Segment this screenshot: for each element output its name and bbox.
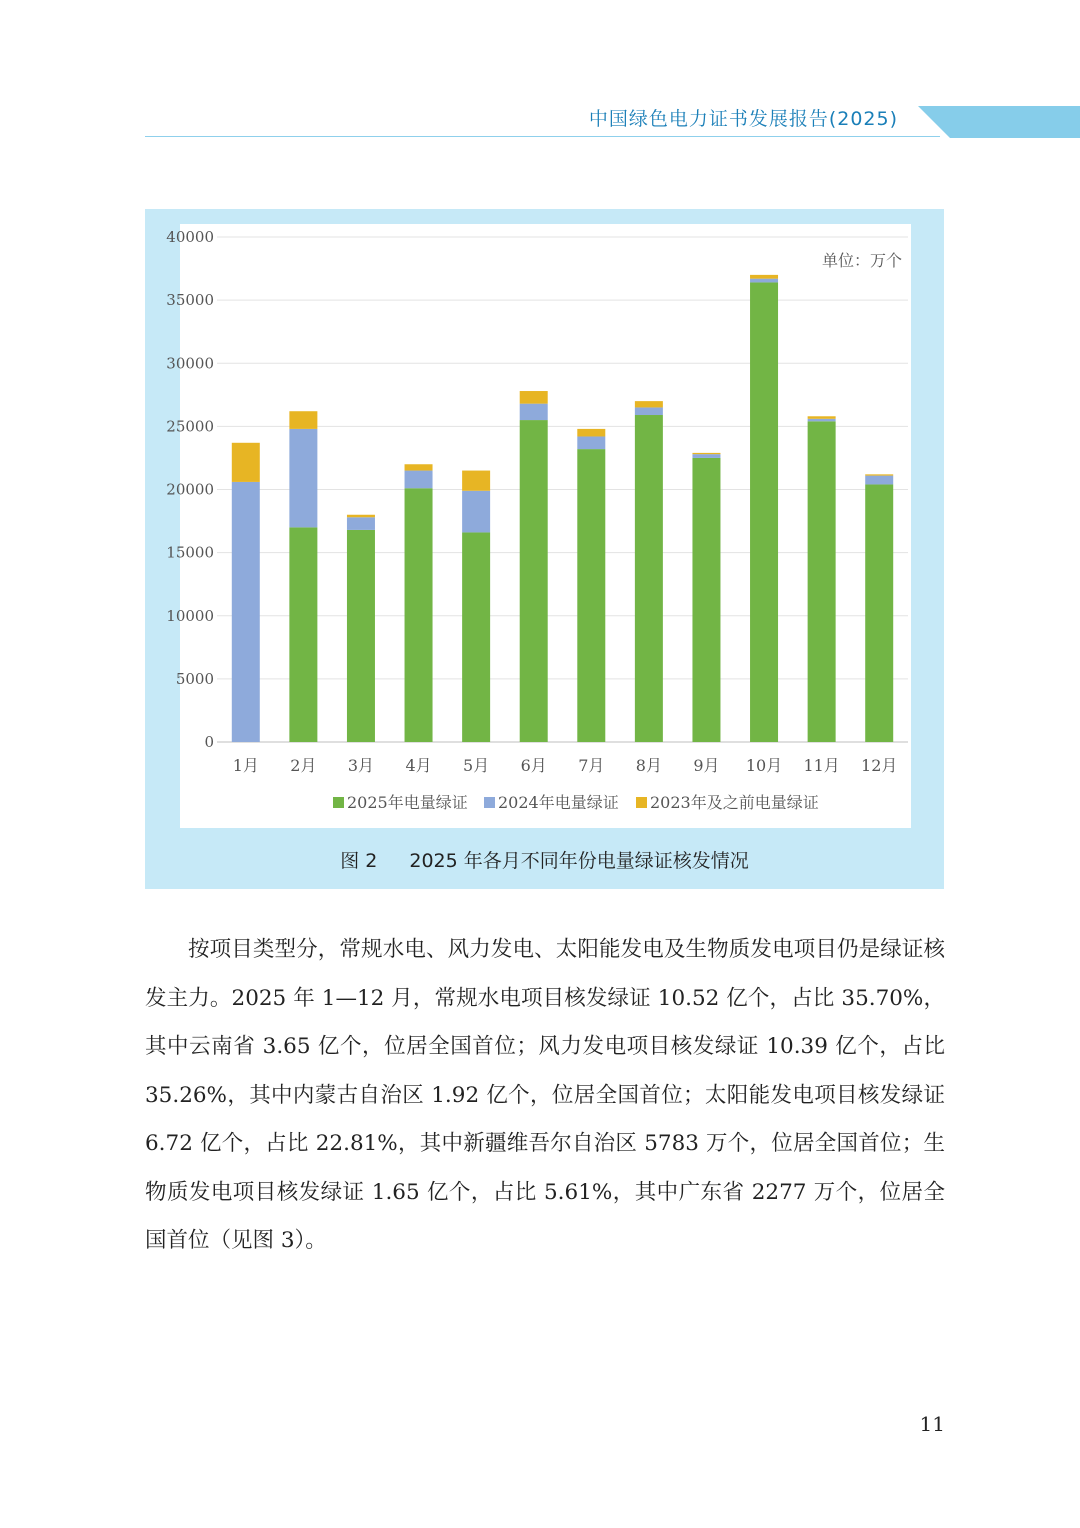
legend-swatch-1: [333, 797, 344, 808]
legend-label-3: 2023年及之前电量绿证: [650, 793, 819, 812]
bar-segment-3: [232, 443, 260, 482]
bar-segment-1: [692, 458, 720, 742]
bar-segment-3: [865, 474, 893, 475]
page-number: 11: [919, 1412, 945, 1436]
bar-segment-1: [405, 488, 433, 742]
bar-segment-2: [750, 279, 778, 283]
bar-segment-2: [692, 454, 720, 458]
bar-segment-2: [462, 491, 490, 533]
y-tick-label: 30000: [166, 354, 214, 373]
x-tick-label: 10月: [745, 756, 783, 775]
bar-segment-3: [692, 453, 720, 454]
y-tick-label: 35000: [166, 291, 214, 310]
bar-segment-2: [865, 476, 893, 485]
bar-segment-1: [347, 530, 375, 742]
x-tick-label: 12月: [861, 756, 898, 775]
bar-segment-1: [808, 421, 836, 742]
bar-segment-2: [347, 517, 375, 530]
y-tick-label: 10000: [166, 606, 214, 625]
bar-segment-2: [520, 404, 548, 420]
x-tick-label: 4月: [405, 756, 432, 775]
bar-segment-2: [577, 436, 605, 449]
y-tick-label: 0: [204, 733, 214, 751]
stacked-bar-chart: [166, 224, 911, 828]
bar-segment-3: [635, 401, 663, 407]
bar-segment-2: [232, 482, 260, 742]
figure-caption: [145, 846, 944, 873]
y-tick-label: 25000: [166, 417, 214, 436]
bar-segment-3: [347, 515, 375, 518]
bar-segment-1: [865, 484, 893, 742]
bar-segment-1: [635, 415, 663, 742]
header-divider: [145, 136, 940, 137]
legend-swatch-2: [484, 797, 495, 808]
legend-label-2: 2024年电量绿证: [498, 793, 619, 812]
report-title: 中国绿色电力证书发展报告(2025): [588, 108, 898, 130]
bar-segment-3: [462, 471, 490, 491]
bar-segment-3: [520, 391, 548, 404]
body-paragraph: 按项目类型分，常规水电、风力发电、太阳能发电及生物质发电项目仍是绿证核发主力。2025 年 1—12 月，常规水电项目核发绿证 10.52 亿个，占比 35.70%，其中云南省 3.65 亿个，位居全国首位；风力发电项目核发绿证 10.39 亿个，占比 35.26%，其中内蒙古自治区 1.92 亿个，位居全国首位；太阳能发电项目核发绿证 6.72 亿个，占比 22.81%，其中新疆维吾尔自治区 5783 万个，位居全国首位；生物质发电项目核发绿证 1.65 亿个，占比 5.61%，其中广东省 2277 万个，位居全国首位（见图 3）。: [145, 937, 945, 1253]
bar-segment-2: [405, 471, 433, 489]
x-tick-label: 7月: [578, 756, 605, 775]
figure-caption-text: 2025 年各月不同年份电量绿证核发情况: [409, 850, 749, 872]
legend-label-1: 2025年电量绿证: [347, 793, 468, 812]
x-tick-label: 6月: [520, 756, 547, 775]
bar-segment-1: [750, 282, 778, 742]
x-tick-label: 5月: [463, 756, 490, 775]
bar-segment-1: [289, 527, 317, 742]
bar-segment-1: [462, 532, 490, 742]
unit-label: 单位：万个: [821, 251, 902, 270]
bar-segment-2: [289, 429, 317, 527]
bar-segment-1: [520, 420, 548, 742]
bar-segment-3: [750, 275, 778, 279]
x-tick-label: 3月: [347, 756, 375, 775]
x-tick-label: 8月: [635, 756, 662, 775]
bar-segment-3: [808, 416, 836, 419]
x-tick-label: 11月: [803, 756, 840, 775]
y-tick-label: 15000: [166, 543, 214, 562]
bar-segment-3: [289, 411, 317, 429]
y-tick-label: 20000: [166, 480, 214, 499]
bar-segment-1: [577, 449, 605, 742]
chart-panel: [166, 224, 911, 828]
figure-number: 图 2: [340, 850, 378, 872]
bar-segment-2: [635, 407, 663, 415]
y-tick-label: 40000: [166, 228, 214, 246]
x-tick-label: 1月: [232, 756, 259, 775]
header-tab-decoration: [918, 106, 1080, 138]
bar-segment-3: [577, 429, 605, 437]
y-tick-label: 5000: [175, 669, 214, 688]
body-text: [145, 926, 945, 1266]
legend-swatch-3: [636, 797, 647, 808]
bar-segment-2: [808, 419, 836, 422]
x-tick-label: 2月: [290, 756, 317, 775]
x-tick-label: 9月: [693, 756, 720, 775]
bar-segment-3: [405, 464, 433, 470]
